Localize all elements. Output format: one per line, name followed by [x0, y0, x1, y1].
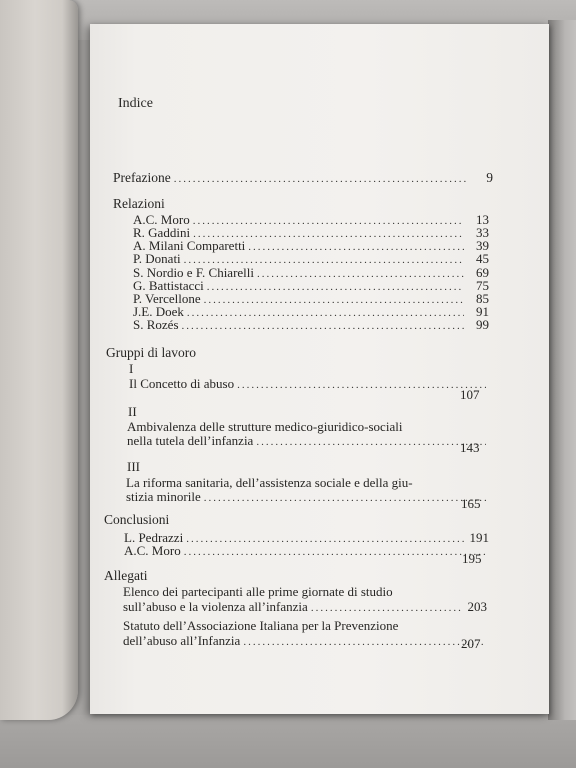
entry-label: Prefazione — [113, 170, 171, 185]
page-number: 207 — [461, 636, 481, 651]
toc-entry: Il Concetto di abuso ..... — [129, 377, 489, 391]
toc-entry: dell’abuso all’Infanzia ..... — [123, 634, 487, 648]
toc-entry: stizia minorile ..... — [126, 490, 490, 504]
page-number: 107 — [460, 387, 480, 402]
section-heading-gruppi: Gruppi di lavoro — [106, 345, 196, 360]
section-heading-allegati: Allegati — [104, 568, 148, 583]
toc-entry: A. Milani Comparetti ..... 39 — [133, 239, 489, 253]
toc-entry: P. Donati ..... 45 — [133, 252, 489, 266]
page-number: 143 — [460, 440, 480, 455]
section-heading-conclusioni: Conclusioni — [104, 512, 170, 527]
entry-line: Elenco dei partecipanti alle prime giornate di studio — [123, 584, 393, 599]
group-number: III — [127, 459, 140, 474]
group-number: II — [128, 404, 137, 419]
page-number: 165 — [461, 496, 481, 511]
entry-line: La riforma sanitaria, dell’assistenza sociale e della giu- — [126, 475, 413, 490]
toc-entry: P. Vercellone ..... 85 — [133, 292, 489, 306]
page-number: 9 — [486, 170, 493, 185]
toc-entry: sull’abuso e la violenza all’infanzia ..... 203 — [123, 600, 487, 614]
entry-line: Statuto dell’Associazione Italiana per la Prevenzione — [123, 618, 399, 633]
toc-entry: A.C. Moro ..... — [124, 544, 489, 558]
toc-entry: S. Rozés ..... 99 — [133, 318, 489, 332]
toc-entry: G. Battistacci ..... 75 — [133, 279, 489, 293]
toc-entry: R. Gaddini ..... 33 — [133, 226, 489, 240]
toc-entry: nella tutela dell’infanzia ..... — [127, 434, 489, 448]
page-number: 195 — [462, 551, 482, 566]
leader-dots — [174, 172, 468, 186]
toc-entry: J.E. Doek ..... 91 — [133, 305, 489, 319]
group-number: I — [129, 361, 134, 376]
section-heading-relazioni: Relazioni — [113, 196, 165, 211]
index-title: Indice — [118, 96, 153, 111]
toc-entry: S. Nordio e F. Chiarelli ..... 69 — [133, 266, 489, 280]
toc-entry-prefazione — [113, 171, 493, 185]
entry-line: Ambivalenza delle strutture medico-giuridico-sociali — [127, 419, 403, 434]
toc-entry: L. Pedrazzi ..... 191 — [124, 531, 489, 545]
toc-entry: A.C. Moro ..... 13 — [133, 213, 489, 227]
